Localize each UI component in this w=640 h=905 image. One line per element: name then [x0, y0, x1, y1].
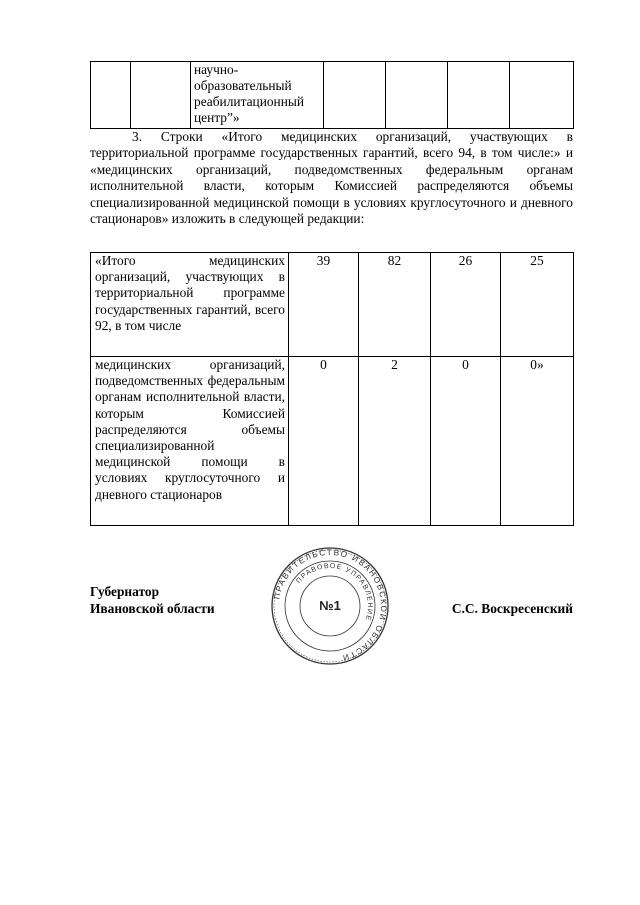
row-label: «Итого медицинских организаций, участвующих в территориальной программе государственных гарантий, всего 92, в том числе: [91, 253, 289, 357]
table-cell: [324, 62, 386, 129]
table-cell: [91, 62, 131, 129]
value-cell: 26: [431, 253, 501, 357]
continuation-table: [90, 61, 574, 129]
table-cell: [448, 62, 510, 129]
stamp-inner-text: ПРАВОВОЕ УПРАВЛЕНИЕ: [295, 562, 374, 622]
organization-name-cell: научно- образовательный реабилитационный центр”»: [191, 62, 324, 129]
value-cell: 25: [501, 253, 574, 357]
stamp-center-text: №1: [319, 598, 341, 613]
signatory-title: [90, 583, 215, 617]
signatory-title-line2: Ивановской области: [90, 601, 215, 616]
table-cell: [386, 62, 448, 129]
official-stamp: [270, 546, 390, 666]
table-row: [91, 357, 574, 526]
stamp-outer-text: ПРАВИТЕЛЬСТВО ИВАНОВСКОЙ ОБЛАСТИ: [272, 547, 389, 663]
value-cell: 82: [359, 253, 431, 357]
value-cell: 0»: [501, 357, 574, 526]
value-cell: 0: [431, 357, 501, 526]
amendment-table: [90, 252, 574, 526]
value-cell: 2: [359, 357, 431, 526]
value-cell: 39: [289, 253, 359, 357]
signatory-name: С.С. Воскресенский: [451, 601, 573, 616]
signatory-title-line1: Губернатор: [90, 584, 160, 599]
amendment-paragraph: 3. Строки «Итого медицинских организаций, участвующих в территориальной программе государственных гарантий, всего 94, в том числе:» и «медицинских организаций, подведомственных федеральным органам исполнительной власти, которым Комиссией распределяются объемы специализированной медицинской помощи в условиях круглосуточного и дневного стационаров» изложить в следующей редакции:: [90, 129, 573, 227]
table-cell: [510, 62, 574, 129]
row-label: медицинских организаций, подведомственных федеральным органам исполнительной власти, которым Комиссией распределяются объемы специализированной медицинской помощи в условиях круглосуточного и дневного стационаров: [91, 357, 289, 526]
table-row: [91, 62, 574, 129]
value-cell: 0: [289, 357, 359, 526]
table-row: [91, 253, 574, 357]
table-cell: [131, 62, 191, 129]
